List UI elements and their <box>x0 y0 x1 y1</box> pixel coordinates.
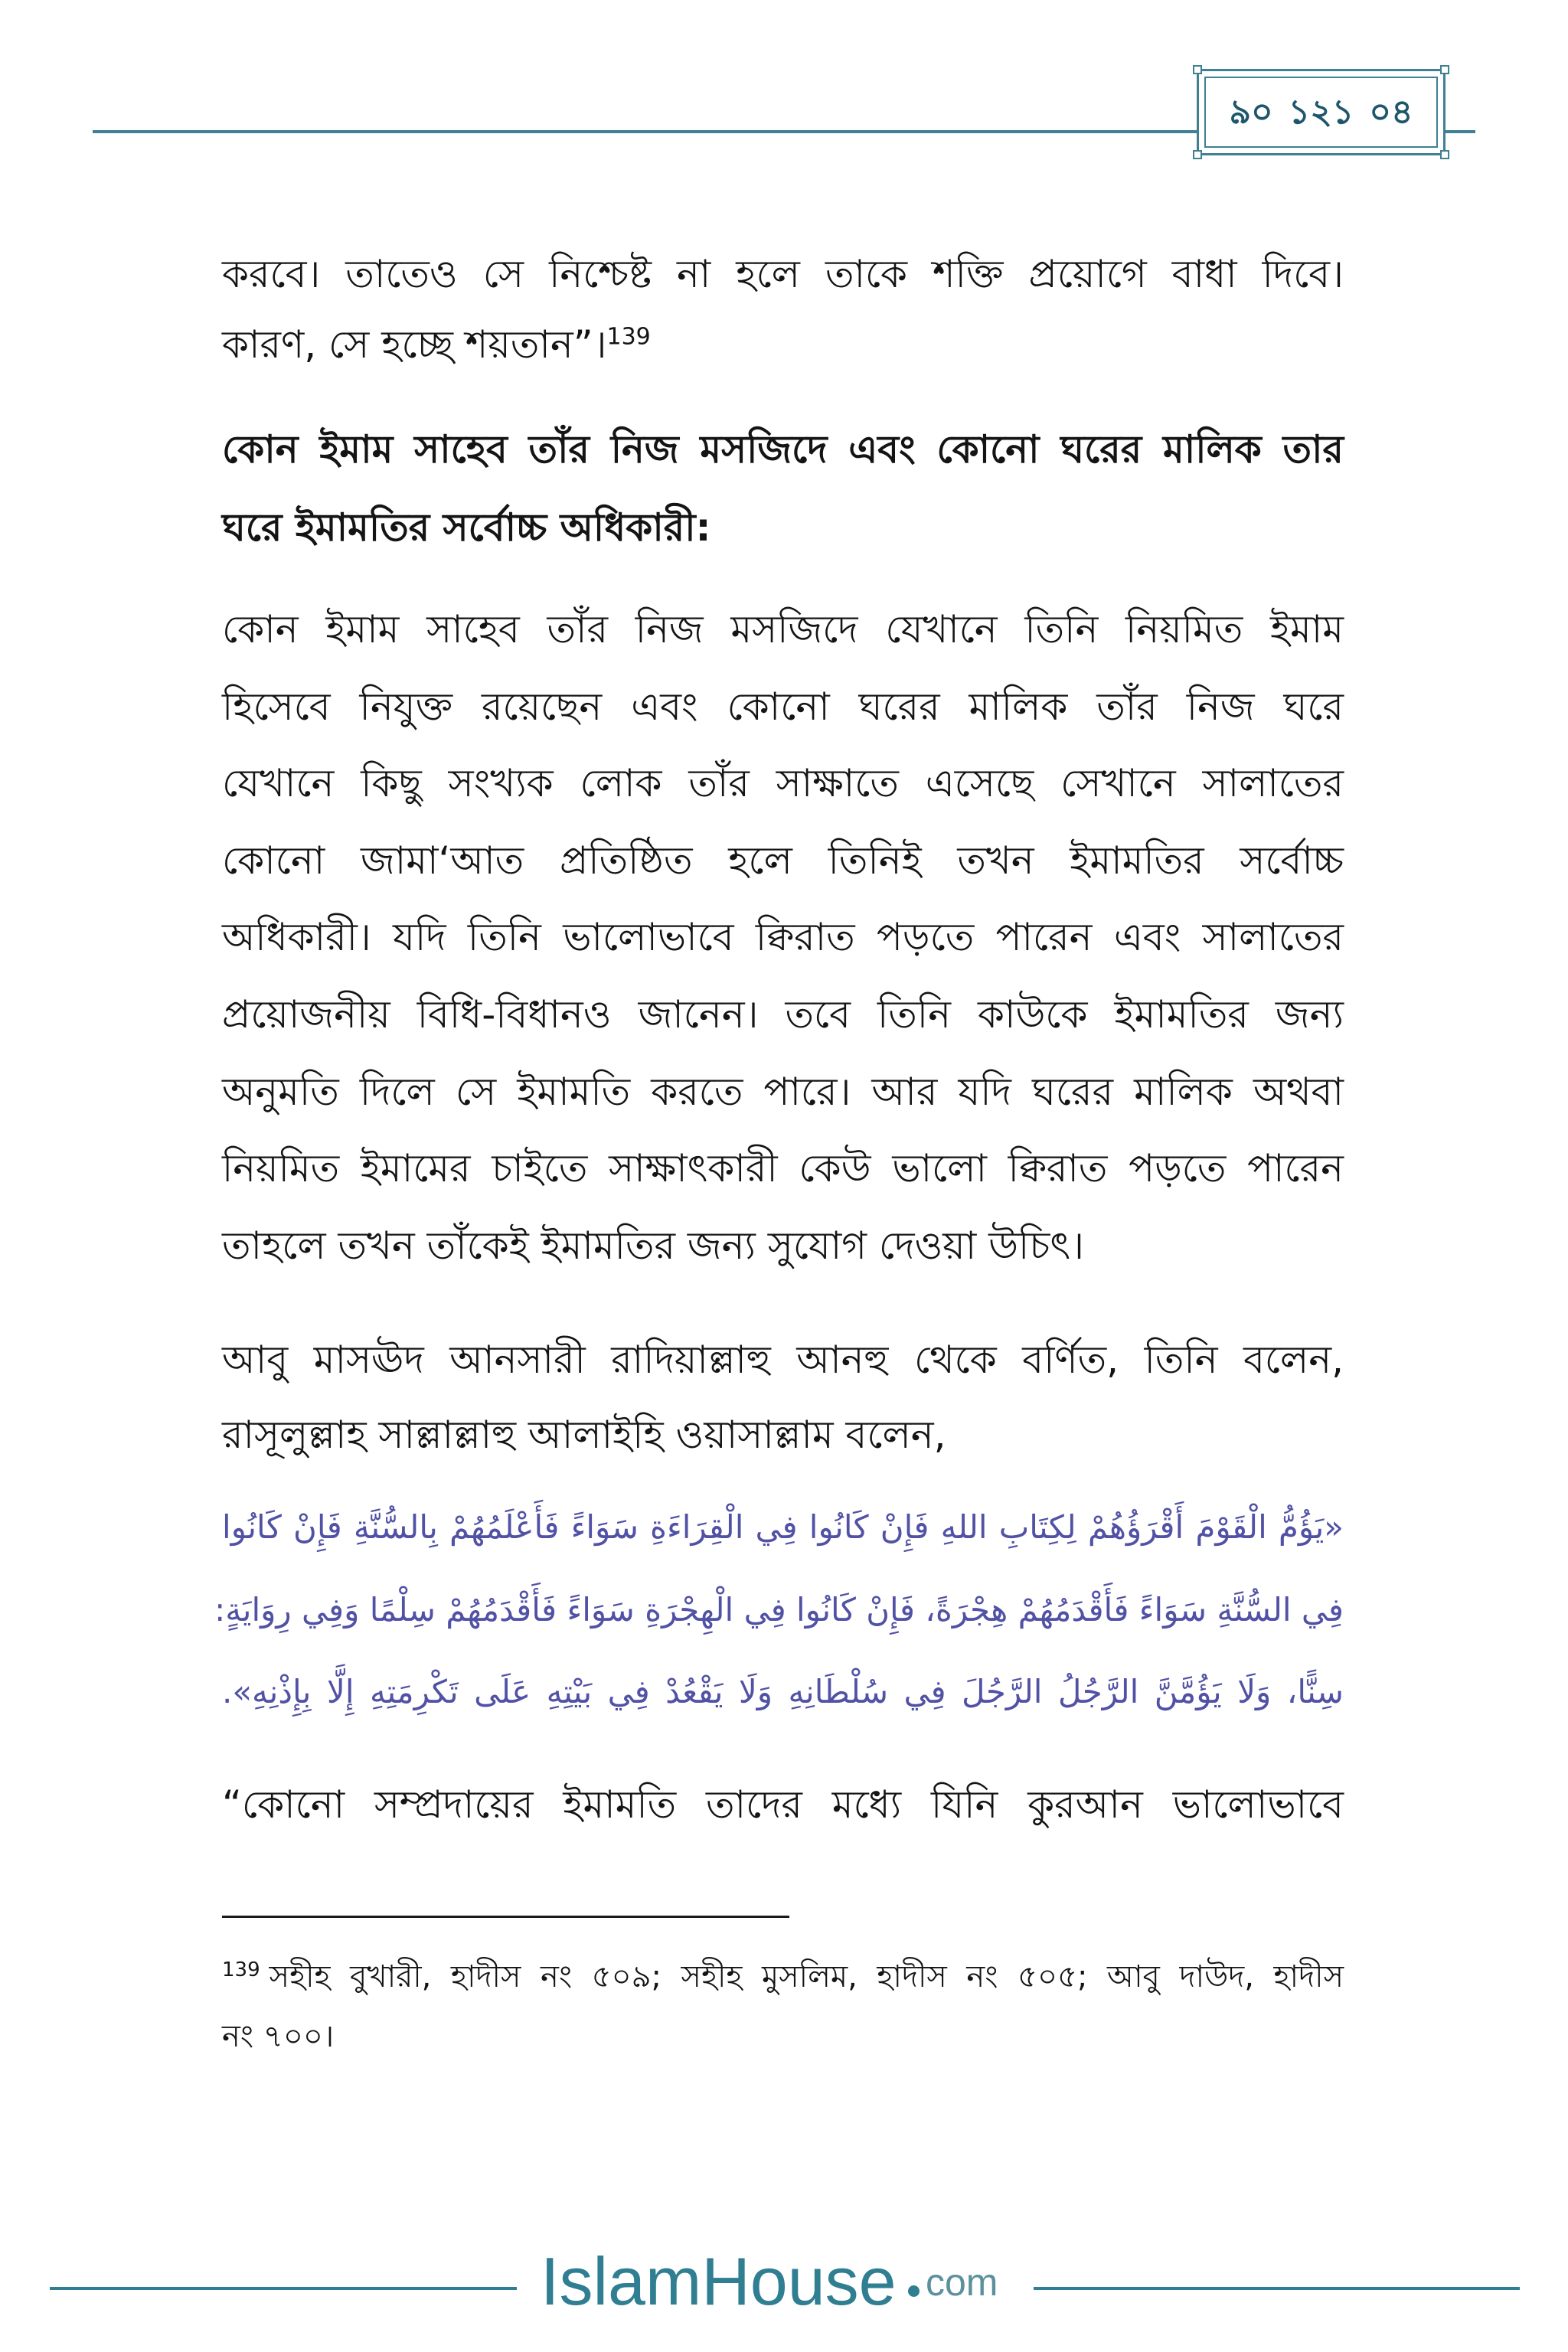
paragraph-3-line: আবু মাসঊদ আনসারী রাদিয়াল্লাহু আনহু থেকে বর্ণিত, তিনি বলেন, <box>222 1338 1344 1382</box>
footer-dot-icon <box>908 2285 920 2297</box>
footnote-number: 139 <box>222 1958 260 1981</box>
hadith-arabic <box>214 1486 1344 1733</box>
paragraph-1-line-text: কারণ, সে হচ্ছে শয়তান”। <box>222 322 607 367</box>
footer-rule-right <box>1034 2287 1520 2290</box>
paragraph-2-line: কোন ইমাম সাহেব তাঁর নিজ মসজিদে যেখানে তিনি নিয়মিত ইমাম <box>222 607 1344 652</box>
hadith-arabic-line: «يَؤُمُّ الْقَوْمَ أَقْرَؤُهُمْ لِكِتَابِ اللهِ فَإِنْ كَانُوا فِي الْقِرَاءَةِ سَوَاءً فَأَعْلَمُهُمْ بِالسُّنَّةِ فَإِنْ كَانُوا <box>222 1508 1344 1546</box>
ornament-left: ৯০ <box>1229 92 1273 132</box>
box-corner-ornament <box>1193 150 1202 159</box>
paragraph-3-line: রাসূলুল্লাহ সাল্লাল্লাহু আলাইহি ওয়াসাল্লাম বলেন, <box>222 1413 946 1457</box>
paragraph-3 <box>222 1322 1344 1472</box>
paragraph-2-line: নিয়মিত ইমামের চাইতে সাক্ষাৎকারী কেউ ভালো ক্বিরাত পড়তে পারেন <box>222 1146 1344 1191</box>
paragraph-1-line <box>222 309 1344 380</box>
paragraph-2-line: প্রয়োজনীয় বিধি-বিধানও জানেন। তবে তিনি কাউকে ইমামতির জন্য <box>222 991 1344 1037</box>
paragraph-2-line: অনুমতি দিলে সে ইমামতি করতে পারে। আর যদি ঘরের মালিক অথবা <box>222 1069 1344 1114</box>
page-number-box <box>1197 69 1446 155</box>
section-heading <box>222 410 1344 567</box>
hadith-arabic-line: سِنًّا، وَلَا يَؤُمَّنَّ الرَّجُلُ الرَّجُلَ فِي سُلْطَانِهِ وَلَا يَقْعُدْ فِي بَيْتِهِ عَلَى تَكْرِمَتِهِ إِلَّا بِإِذْنِهِ». <box>222 1673 1344 1710</box>
paragraph-2-line: কোনো জামা‘আত প্রতিষ্ঠিত হলে তিনিই তখন ইমামতির সর্বোচ্চ <box>222 838 1344 883</box>
paragraph-4 <box>222 1767 1344 1842</box>
box-corner-ornament <box>1440 150 1449 159</box>
footnote-line <box>222 1947 1344 2007</box>
hadith-arabic-line: فِي السُّنَّةِ سَوَاءً فَأَقْدَمُهُمْ هِجْرَةً، فَإِنْ كَانُوا فِي الْهِجْرَةِ سَوَاءً فَأَقْدَمُهُمْ سِلْمًا وَفِي رِوَايَةٍ: <box>214 1590 1344 1628</box>
page-number: ১২১ <box>1288 92 1354 132</box>
footer-rule-left <box>50 2287 517 2290</box>
footnote <box>222 1947 1344 2066</box>
box-corner-ornament <box>1440 65 1449 74</box>
footer-brand-logo: IslamHouse <box>541 2243 897 2319</box>
paragraph-2-line: অধিকারী। যদি তিনি ভালোভাবে ক্বিরাত পড়তে পারেন এবং সালাতের <box>222 915 1344 960</box>
paragraph-1-line: করবে। তাতেও সে নিশ্চেষ্ট না হলে তাকে শক্তি প্রয়োগে বাধা দিবে। <box>222 252 1344 296</box>
section-heading-line: ঘরে ইমামতির সর্বোচ্চ অধিকারী: <box>222 505 711 550</box>
paragraph-2-line: তাহলে তখন তাঁকেই ইমামতির জন্য সুযোগ দেওয়া উচিৎ। <box>222 1223 1084 1268</box>
section-heading-line: কোন ইমাম সাহেব তাঁর নিজ মসজিদে এবং কোনো ঘরের মালিক তার <box>222 427 1344 472</box>
paragraph-1 <box>222 239 1344 380</box>
footnote-line-text: সহীহ বুখারী, হাদীস নং ৫০৯; সহীহ মুসলিম, হাদীস নং ৫০৫; আবু দাউদ, হাদীস <box>269 1959 1344 1994</box>
page-number-frame <box>1204 77 1438 148</box>
box-corner-ornament <box>1193 65 1202 74</box>
footer-brand-tld: com <box>926 2261 998 2304</box>
ornament-right: ০৪ <box>1369 92 1413 132</box>
footnote-line: নং ৭০০। <box>222 2019 335 2054</box>
paragraph-2-line: হিসেবে নিযুক্ত রয়েছেন এবং কোনো ঘরের মালিক তাঁর নিজ ঘরে <box>222 684 1344 729</box>
footnote-separator <box>222 1916 789 1918</box>
paragraph-2 <box>222 591 1344 1284</box>
footnote-reference: 139 <box>606 323 651 351</box>
paragraph-4-line: “কোনো সম্প্রদায়ের ইমামতি তাদের মধ্যে যিনি কুরআন ভালোভাবে <box>222 1782 1344 1827</box>
paragraph-2-line: যেখানে কিছু সংখ্যক লোক তাঁর সাক্ষাতে এসেছে সেখানে সালাতের <box>222 761 1344 806</box>
